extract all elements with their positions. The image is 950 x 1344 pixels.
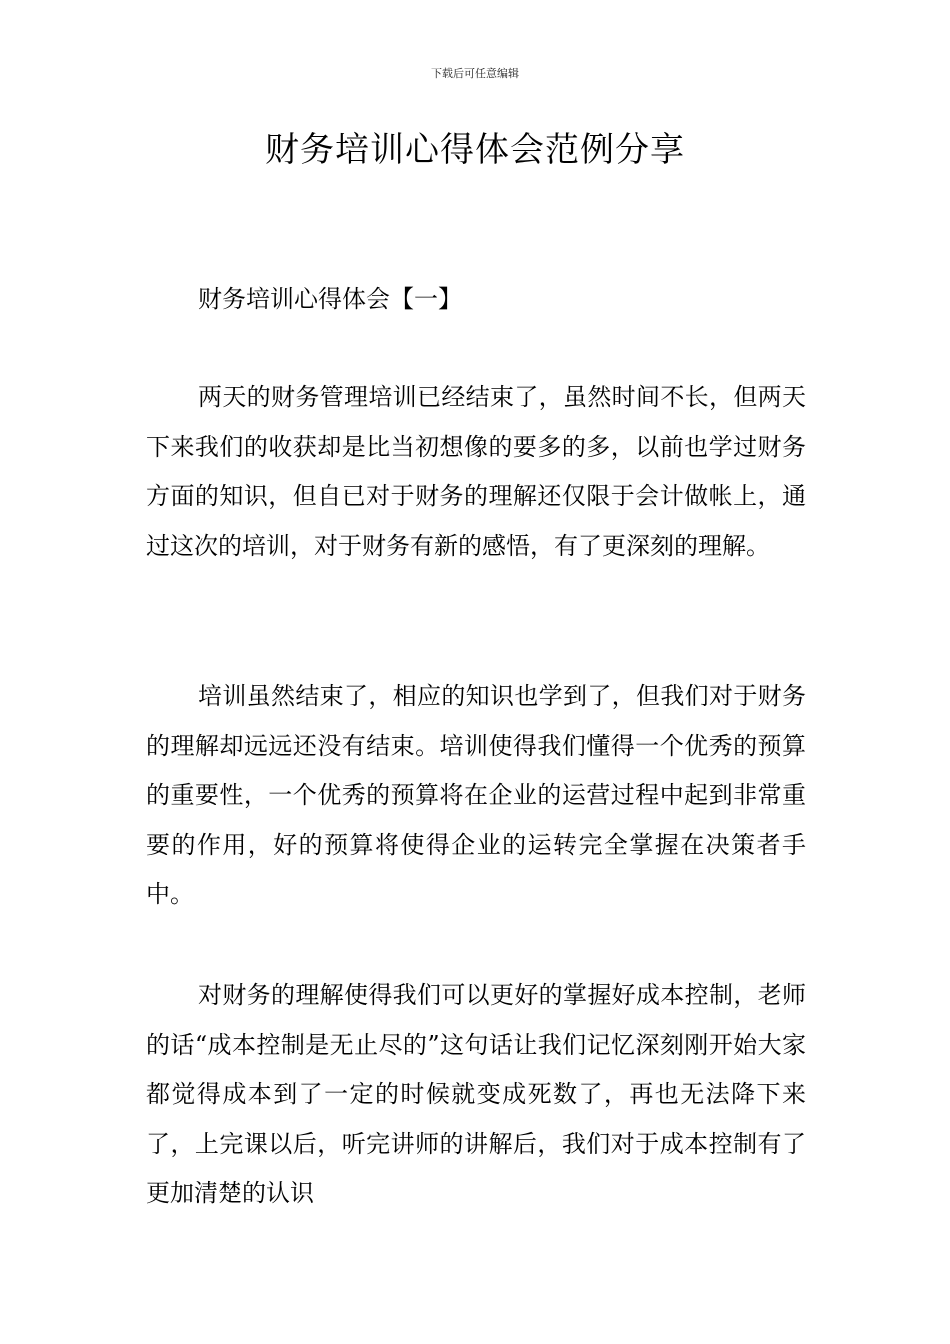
body-paragraph-2: 培训虽然结束了，相应的知识也学到了，但我们对于财务的理解却远远还没有结束。培训使得我们懂得一个优秀的预算的重要性，一个优秀的预算将在企业的运营过程中起到非常重要的作用，好的预算将使得企业的运转完全掌握在决策者手中。 xyxy=(146,682,806,908)
document-title: 财务培训心得体会范例分享 xyxy=(265,130,685,170)
header-note: 下载后可任意编辑 xyxy=(431,67,519,80)
section-heading: 财务培训心得体会【一】 xyxy=(198,285,462,313)
body-paragraph-3: 对财务的理解使得我们可以更好的掌握好成本控制，老师的话“成本控制是无止尽的”这句话让我们记忆深刻刚开始大家都觉得成本到了一定的时候就变成死数了，再也无法降下来了，上完课以后，听完讲师的讲解后，我们对于成本控制有了更加清楚的认识 xyxy=(146,981,806,1207)
body-paragraph-1: 两天的财务管理培训已经结束了，虽然时间不长，但两天下来我们的收获却是比当初想像的要多的多，以前也学过财务方面的知识，但自已对于财务的理解还仅限于会计做帐上，通过这次的培训，对于财务有新的感悟，有了更深刻的理解。 xyxy=(146,383,806,560)
